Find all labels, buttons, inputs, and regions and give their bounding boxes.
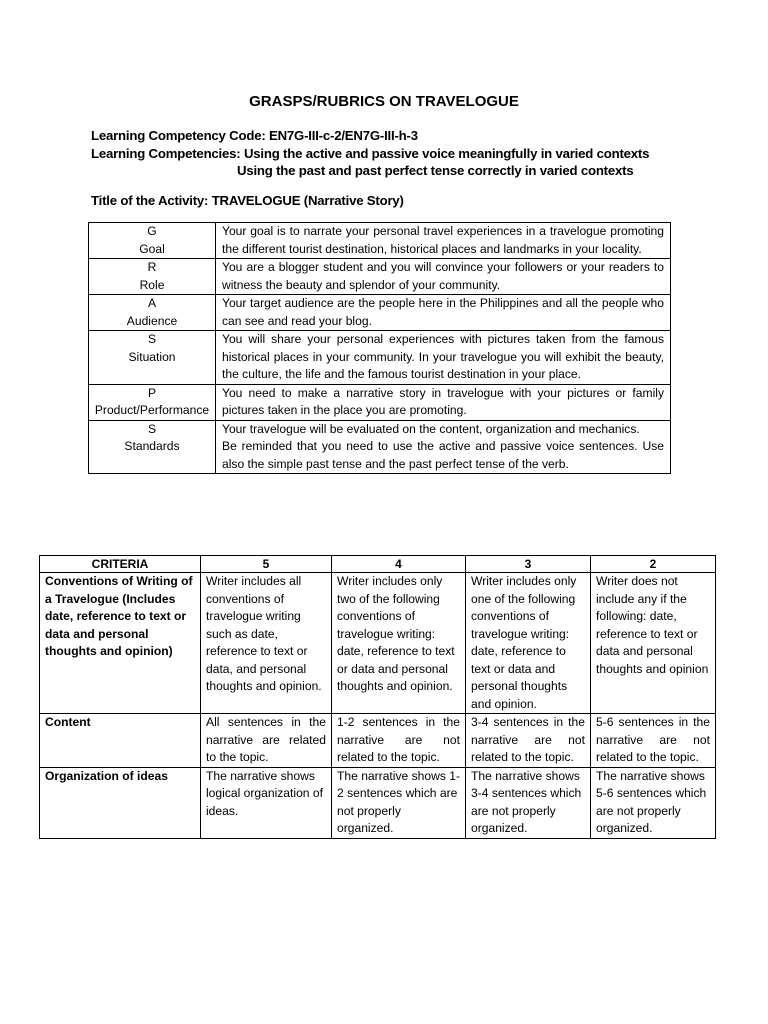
rubric-criteria: Content <box>40 714 201 768</box>
grasps-name: Audience <box>126 313 178 328</box>
grasps-description <box>216 420 671 474</box>
grasps-table <box>88 222 671 474</box>
grasps-description: You are a blogger student and you will convince your followers or your readers to witness the beauty and splendor of your community. <box>216 259 671 295</box>
competency-code: Learning Competency Code: EN7G-III-c-2/EN7G-III-h-3 <box>91 128 418 143</box>
grasps-letter: P <box>147 385 157 400</box>
rubric-cell: The narrative shows 5-6 sentences which are not properly organized. <box>591 767 716 838</box>
grasps-row-situation <box>89 331 671 385</box>
competencies-line-1: Learning Competencies: Using the active and passive voice meaningfully in varied contexts <box>91 146 650 161</box>
rubric-cell: The narrative shows logical organization of ideas. <box>201 767 332 838</box>
rubric-criteria: Conventions of Writing of a Travelogue (Includes date, reference to text or data and personal thoughts and opinion) <box>40 573 201 714</box>
rubric-cell: All sentences in the narrative are related to the topic. <box>201 714 332 768</box>
grasps-letter: R <box>147 260 157 274</box>
rubric-header-criteria: CRITERIA <box>40 556 201 573</box>
grasps-row-product <box>89 384 671 420</box>
rubric-row-conventions <box>40 573 716 714</box>
grasps-letter: G <box>147 224 157 238</box>
rubric-header-score-3: 3 <box>466 556 591 573</box>
rubric-row-content <box>40 714 716 768</box>
activity-title: Title of the Activity: TRAVELOGUE (Narrative Story) <box>91 193 404 208</box>
grasps-letter: S <box>147 332 157 346</box>
grasps-description: Your goal is to narrate your personal travel experiences in a travelogue promoting the different tourist destination, historical places and landmarks in your locality. <box>216 223 671 259</box>
grasps-name: Role <box>139 277 165 292</box>
grasps-row-standards <box>89 420 671 474</box>
rubric-cell: Writer includes only one of the following conventions of travelogue writing: date, reference to text or data and personal thoughts and opinion. <box>466 573 591 714</box>
rubric-cell: 5-6 sentences in the narrative are not related to the topic. <box>591 714 716 768</box>
competencies-line-2: Using the past and past perfect tense correctly in varied contexts <box>237 163 634 178</box>
grasps-label <box>89 420 216 474</box>
grasps-description: Your target audience are the people here in the Philippines and all the people who can see and read your blog. <box>216 295 671 331</box>
rubric-cell: The narrative shows 1-2 sentences which are not properly organized. <box>332 767 466 838</box>
grasps-label <box>89 259 216 295</box>
grasps-description: You need to make a narrative story in travelogue with your pictures or family pictures taken in the place you are promoting. <box>216 384 671 420</box>
grasps-label <box>89 223 216 259</box>
rubric-cell: The narrative shows 3-4 sentences which are not properly organized. <box>466 767 591 838</box>
rubric-cell: 3-4 sentences in the narrative are not related to the topic. <box>466 714 591 768</box>
grasps-letter: A <box>147 296 157 310</box>
grasps-standards-text-1: Your travelogue will be evaluated on the content, organization and mechanics. <box>222 421 640 436</box>
grasps-label <box>89 295 216 331</box>
rubric-cell: Writer includes all conventions of travelogue writing such as date, reference to text or data, and personal thoughts and opinion. <box>201 573 332 714</box>
rubric-header-score-5: 5 <box>201 556 332 573</box>
grasps-row-role <box>89 259 671 295</box>
rubric-cell: 1-2 sentences in the narrative are not related to the topic. <box>332 714 466 768</box>
grasps-name: Product/Performance <box>94 403 210 417</box>
grasps-label <box>89 384 216 420</box>
grasps-row-goal <box>89 223 671 259</box>
grasps-letter: S <box>147 421 157 436</box>
grasps-standards-text-2: Be reminded that you need to use the active and passive voice sentences. Use also the simple past tense and the past perfect tense of the verb. <box>222 439 664 471</box>
grasps-description: You will share your personal experiences with pictures taken from the famous historical places in your community. In your travelogue you will exhibit the beauty, the culture, the life and the famous tourist destination in your place. <box>216 331 671 385</box>
grasps-row-audience <box>89 295 671 331</box>
rubric-header-score-2: 2 <box>591 556 716 573</box>
rubric-cell: Writer does not include any if the following: date, reference to text or data and personal thoughts and opinion <box>591 573 716 714</box>
rubric-header-score-4: 4 <box>332 556 466 573</box>
grasps-name: Situation <box>128 349 176 364</box>
rubric-header-row <box>40 556 716 573</box>
rubric-row-organization <box>40 767 716 838</box>
rubric-cell: Writer includes only two of the following conventions of travelogue writing: date, reference to text or data and personal thoughts and opinion. <box>332 573 466 714</box>
page-title: GRASPS/RUBRICS ON TRAVELOGUE <box>249 93 519 110</box>
grasps-name: Standards <box>124 439 180 453</box>
grasps-label <box>89 331 216 385</box>
rubric-table <box>39 555 716 839</box>
grasps-name: Goal <box>139 241 165 256</box>
rubric-criteria: Organization of ideas <box>40 767 201 838</box>
